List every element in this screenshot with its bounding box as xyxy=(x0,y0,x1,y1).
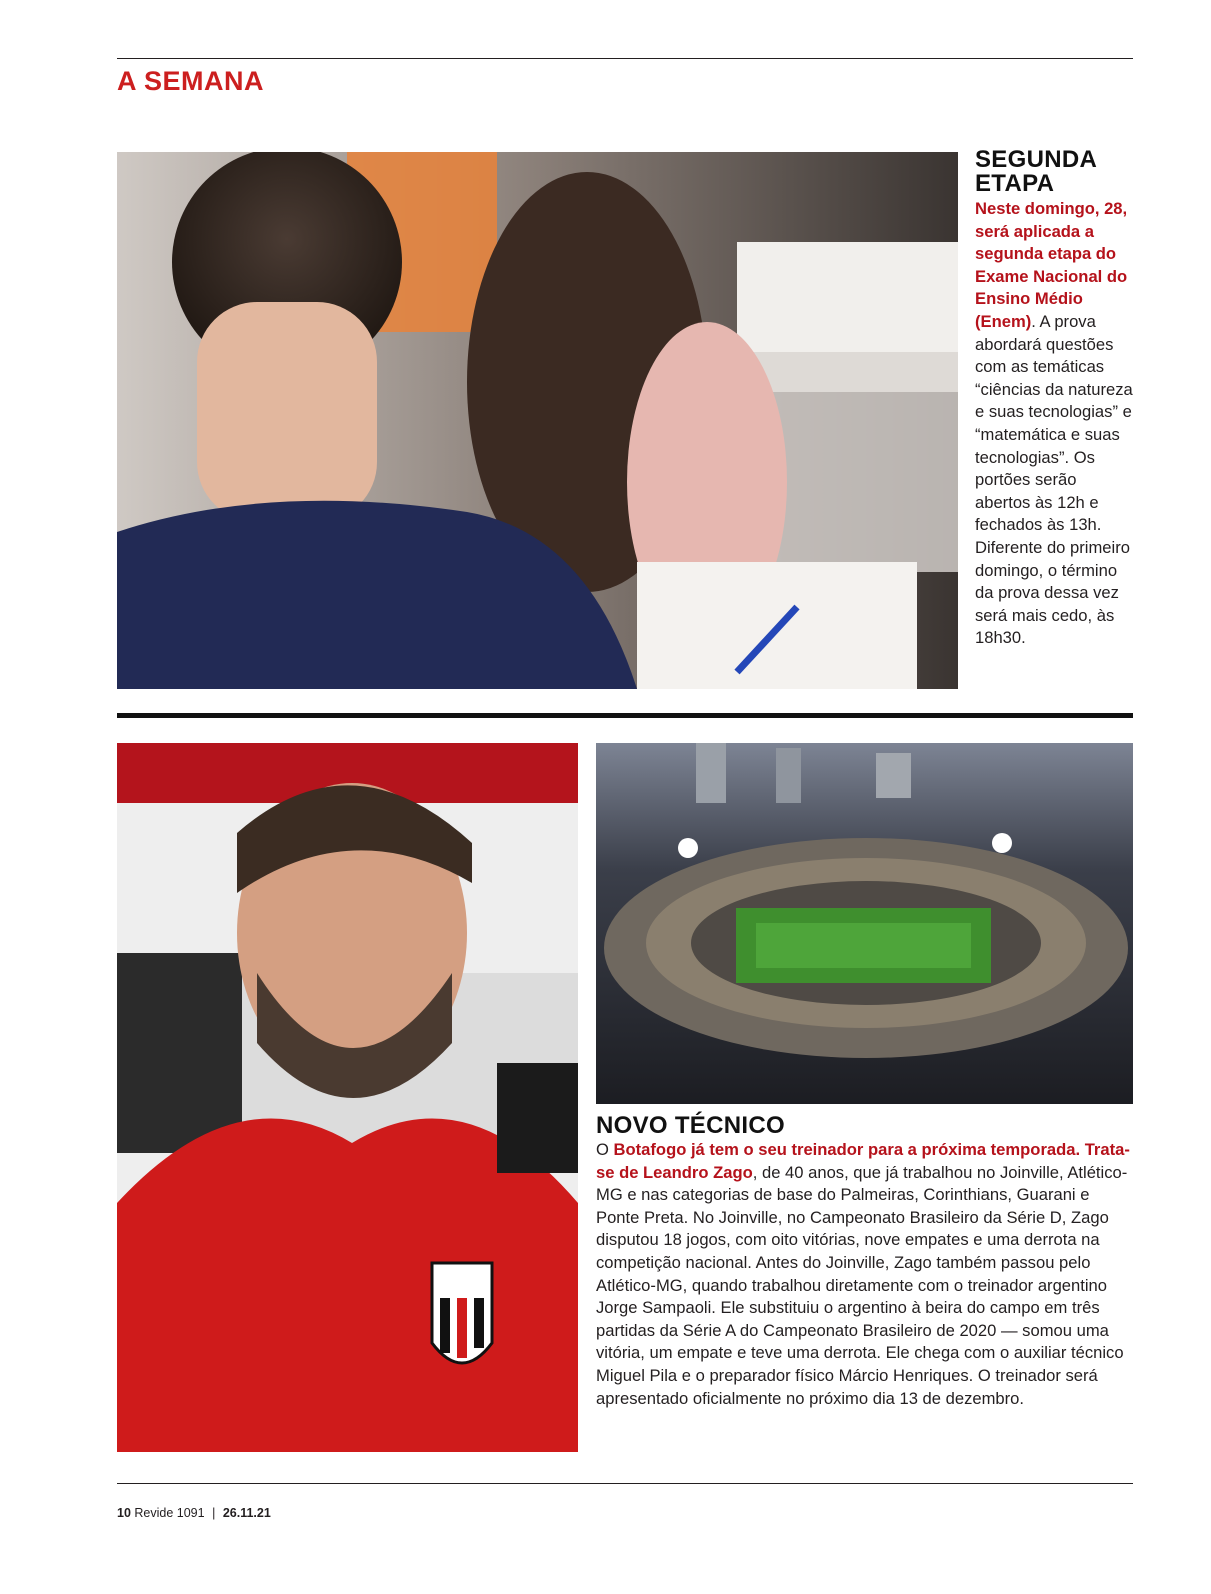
top-rule xyxy=(117,58,1133,59)
article-headline xyxy=(975,148,1135,196)
headline-line-1: SEGUNDA xyxy=(975,146,1098,173)
issue-date: 26.11.21 xyxy=(222,1506,271,1520)
bottom-rule xyxy=(117,1483,1133,1484)
stadium-aerial-photo xyxy=(596,743,1133,1104)
article-novo-tecnico xyxy=(596,1114,1136,1410)
coach-portrait-photo xyxy=(117,743,578,1452)
article-headline: NOVO TÉCNICO xyxy=(596,1112,785,1139)
section-divider xyxy=(117,713,1133,718)
article-intro: O xyxy=(596,1140,614,1159)
article-text: . A prova abordará questões com as temáticas “ciências da natureza e suas tecnologias” e “matemática e suas tecnologias”. Os portões serão abertos às 12h e fechados às 13h. Diferente do primeiro domingo, o término da prova dessa vez será mais cedo, às 18h30. xyxy=(975,311,1133,648)
article-text: , de 40 anos, que já trabalhou no Joinville, Atlético-MG e nas categorias de base do Palmeiras, Corinthians, Guarani e Ponte Preta. No Joinville, no Campeonato Brasileiro da Série D, Zago disputou 18 jogos, com oito vitórias, nove empates e uma derrota na competição nacional. Antes do Joinville, Zago também passou pelo Atlético-MG, quando trabalhou diretamente com o treinador argentino Jorge Sampaoli. Ele substituiu o argentino à beira do campo em três partidas da Série A do Campeonato Brasileiro de 2020 — somou uma vitória, um empate e teve uma derrota. Ele chega com o auxiliar técnico Miguel Pila e o preparador físico Márcio Henriques. O treinador será apresentado oficialmente no próximo dia 13 de dezembro. xyxy=(596,1162,1128,1408)
section-label: A SEMANA xyxy=(117,66,265,96)
headline-line-2: ETAPA xyxy=(975,170,1055,197)
article-lead: Botafogo já tem o seu treinador para a próxima temporada. Trata-se de Leandro Zago xyxy=(596,1140,1130,1182)
article-body xyxy=(975,198,1135,650)
footer-separator: | xyxy=(212,1506,216,1520)
page-number: 10 xyxy=(117,1506,131,1520)
exam-classroom-photo xyxy=(117,152,958,689)
page-footer xyxy=(117,1506,271,1520)
publication-name: Revide 1091 xyxy=(134,1506,205,1520)
article-body xyxy=(596,1139,1136,1410)
article-segunda-etapa xyxy=(975,148,1135,650)
article-lead: Neste domingo, 28, será aplicada a segunda etapa do Exame Nacional do Ensino Médio (Enem) xyxy=(975,199,1128,331)
